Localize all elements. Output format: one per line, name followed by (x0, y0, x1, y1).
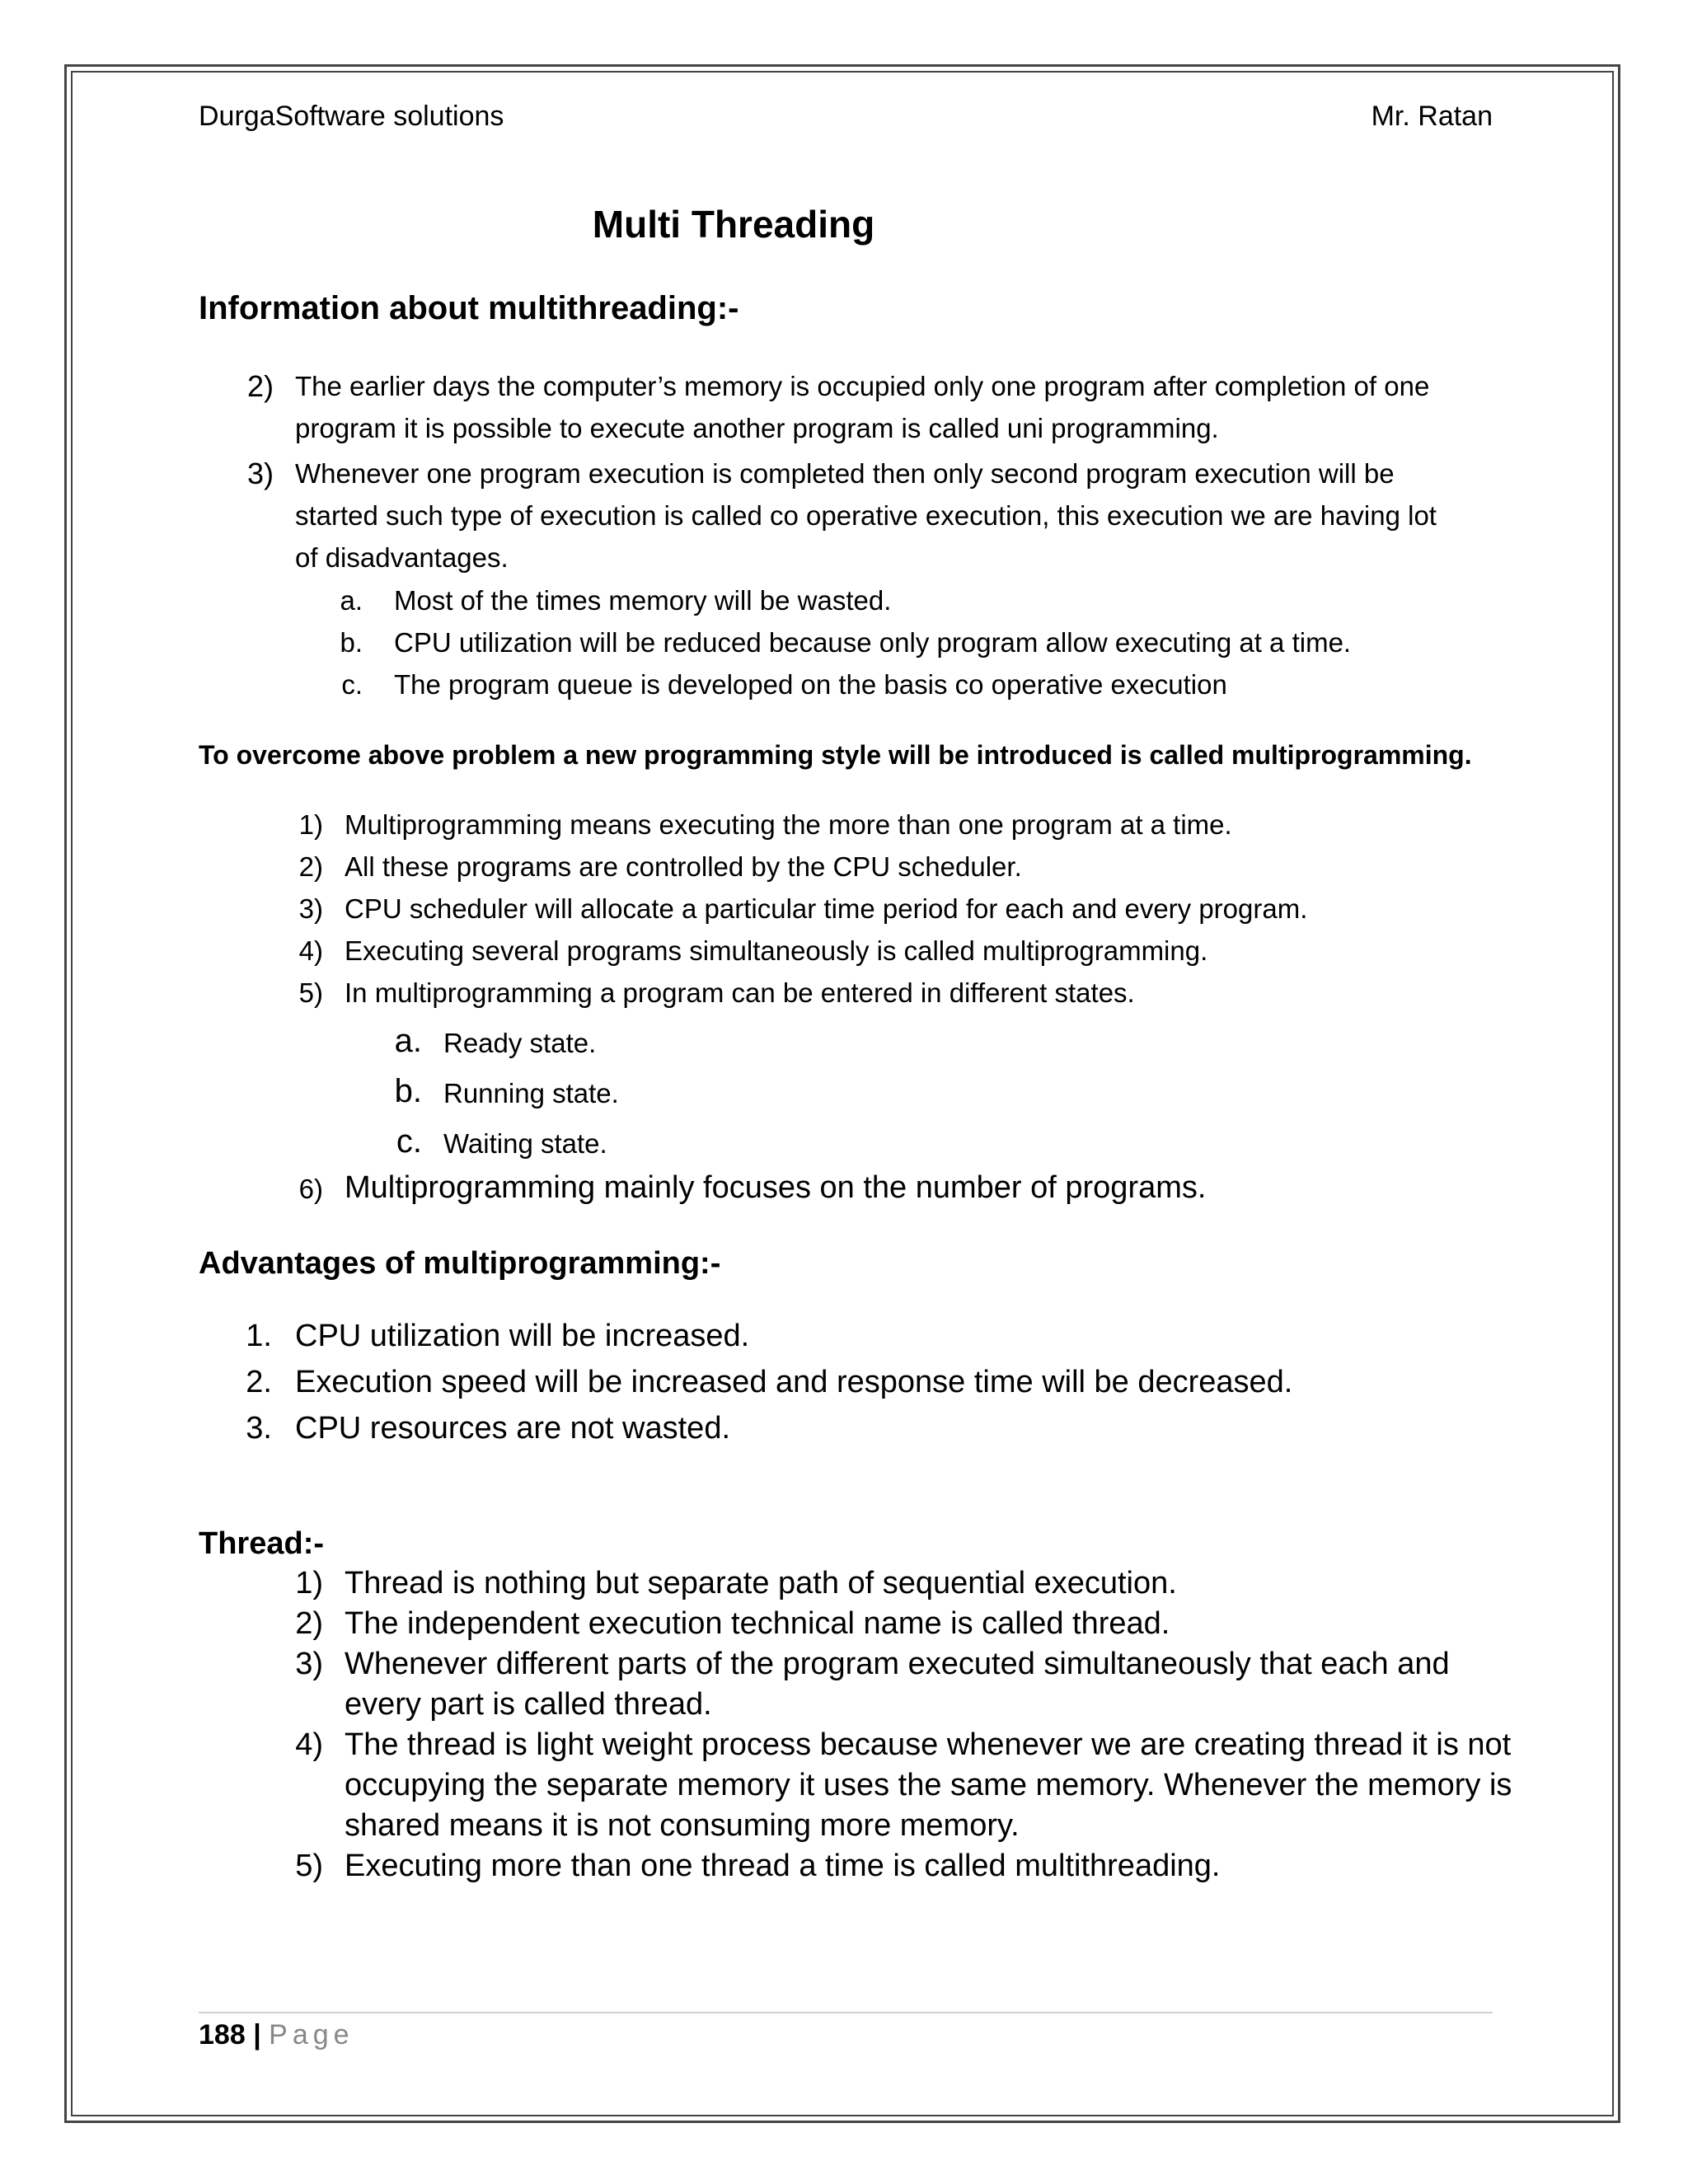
page-title: Multi Threading (592, 203, 875, 246)
page-footer (199, 2019, 354, 2051)
header-company: DurgaSoftware solutions (199, 101, 504, 132)
overcome-statement: To overcome above problem a new programming style will be introduced is called multiprogramming. (199, 740, 1472, 770)
page-label: Page (269, 2019, 354, 2050)
section-heading-multithreading: Information about multithreading:- (199, 290, 739, 326)
header-author: Mr. Ratan (1371, 101, 1493, 132)
advantages-heading: Advantages of multiprogramming:- (199, 1246, 721, 1281)
page-number: 188 (199, 2019, 246, 2050)
footer-separator: | (253, 2019, 261, 2050)
thread-heading: Thread:- (199, 1526, 324, 1561)
footer-divider (199, 2012, 1493, 2013)
